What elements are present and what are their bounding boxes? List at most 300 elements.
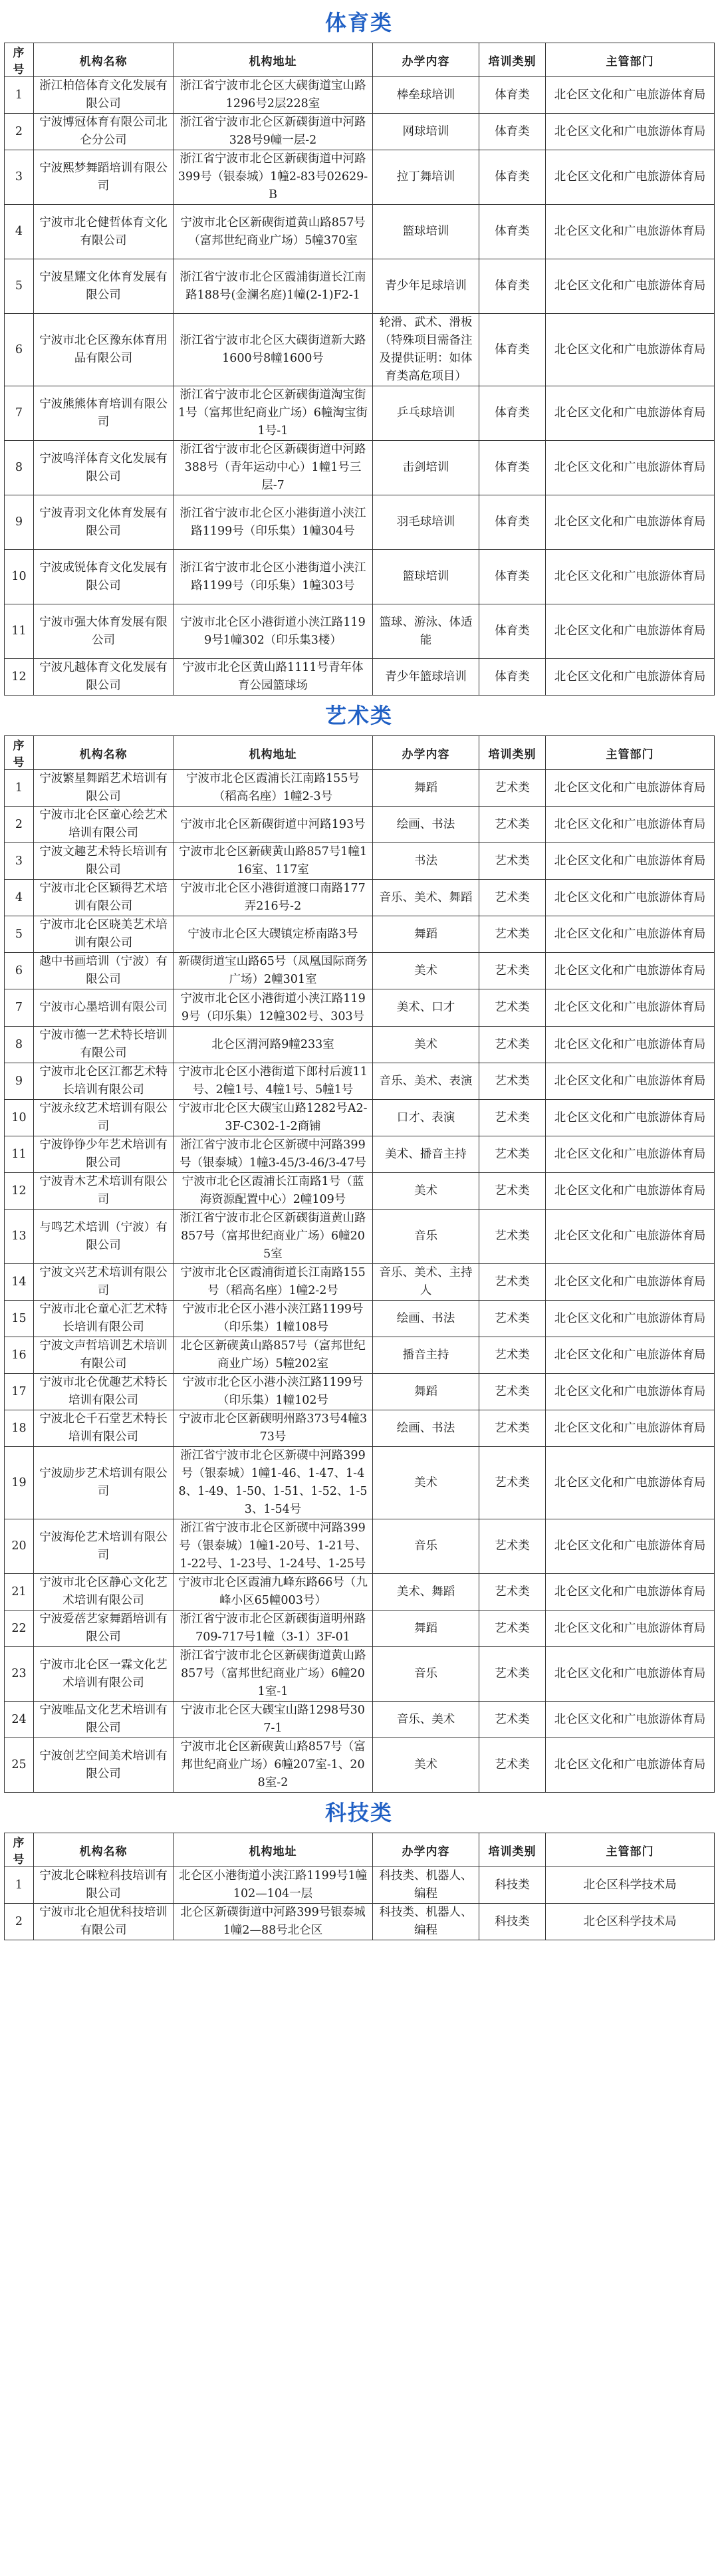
cell-address: 宁波市北仑区小港街道渡口南路177弄216号-2: [174, 880, 373, 916]
column-header-address: 机构地址: [174, 43, 373, 77]
cell-category: 艺术类: [479, 1447, 546, 1519]
cell-index: 10: [5, 1100, 34, 1136]
cell-category: 体育类: [479, 314, 546, 386]
table-row: [5, 1264, 715, 1301]
cell-org-name: 宁波市北仑区颖得艺术培训有限公司: [34, 880, 174, 916]
cell-index: 5: [5, 259, 34, 314]
cell-category: 体育类: [479, 604, 546, 659]
table-row: [5, 880, 715, 916]
cell-address: 浙江省宁波市北仑区新碶中河路399号（银泰城）1幢1-20号、1-21号、1-22号、1-23号、1-24号、1-25号: [174, 1519, 373, 1574]
cell-index: 8: [5, 1027, 34, 1063]
cell-org-name: 宁波文趣艺术特长培训有限公司: [34, 843, 174, 880]
cell-address: 宁波市北仑区大碶宝山路1282号A2-3F-C302-1-2商铺: [174, 1100, 373, 1136]
column-header-address: 机构地址: [174, 736, 373, 770]
cell-department: 北仑区文化和广电旅游体育局: [546, 880, 715, 916]
table-row: [5, 1301, 715, 1337]
table-row: [5, 843, 715, 880]
cell-address: 浙江省宁波市北仑区小港街道小浃江路1199号（印乐集）1幢303号: [174, 550, 373, 604]
cell-address: 浙江省宁波市北仑区大碶街道宝山路1296号2层228室: [174, 77, 373, 114]
table-row: [5, 1374, 715, 1410]
cell-department: 北仑区文化和广电旅游体育局: [546, 314, 715, 386]
cell-index: 2: [5, 807, 34, 843]
cell-index: 14: [5, 1264, 34, 1301]
cell-department: 北仑区文化和广电旅游体育局: [546, 604, 715, 659]
cell-address: 浙江省宁波市北仑区新碶街道黄山路857号（富邦世纪商业广场）6幢205室: [174, 1210, 373, 1264]
cell-category: 艺术类: [479, 1100, 546, 1136]
cell-address: 浙江省宁波市北仑区新碶街道中河路328号9幢一层-2: [174, 114, 373, 150]
cell-content: 音乐、美术、舞蹈: [373, 880, 479, 916]
table-row: [5, 114, 715, 150]
cell-address: 浙江省宁波市北仑区新碶街道黄山路857号（富邦世纪商业广场）6幢201室-1: [174, 1647, 373, 1702]
table-row: [5, 1410, 715, 1447]
cell-index: 4: [5, 205, 34, 259]
cell-department: 北仑区文化和广电旅游体育局: [546, 1264, 715, 1301]
cell-category: 艺术类: [479, 880, 546, 916]
cell-address: 浙江省宁波市北仑区新碶街道淘宝街1号（富邦世纪商业广场）6幢淘宝街1号-1: [174, 386, 373, 441]
table-row: [5, 953, 715, 989]
cell-address: 宁波市北仑区霞浦街道长江南路155号（稻高名座）1幢2-2号: [174, 1264, 373, 1301]
cell-index: 3: [5, 843, 34, 880]
cell-department: 北仑区文化和广电旅游体育局: [546, 1027, 715, 1063]
cell-org-name: 宁波熙梦舞蹈培训有限公司: [34, 150, 174, 205]
cell-content: 轮滑、武术、滑板（特殊项目需备注及提供证明：如体育类高危项目）: [373, 314, 479, 386]
cell-category: 艺术类: [479, 1063, 546, 1100]
cell-address: 宁波市北仑区新碶街道中河路193号: [174, 807, 373, 843]
cell-org-name: 宁波文声哲培训艺术培训有限公司: [34, 1337, 174, 1374]
cell-content: 美术: [373, 1738, 479, 1793]
cell-address: 浙江省宁波市北仑区大碶街道新大路1600号8幢1600号: [174, 314, 373, 386]
table-row: [5, 1702, 715, 1738]
cell-org-name: 宁波成锐体育文化发展有限公司: [34, 550, 174, 604]
table-row: [5, 386, 715, 441]
cell-department: 北仑区文化和广电旅游体育局: [546, 1519, 715, 1574]
cell-category: 艺术类: [479, 916, 546, 953]
cell-index: 19: [5, 1447, 34, 1519]
cell-address: 宁波市北仑区霞浦九峰东路66号（九峰小区65幢003号）: [174, 1574, 373, 1610]
cell-address: 宁波市北仑区大碶宝山路1298号307-1: [174, 1702, 373, 1738]
cell-department: 北仑区文化和广电旅游体育局: [546, 150, 715, 205]
cell-content: 音乐、美术、表演: [373, 1063, 479, 1100]
cell-index: 5: [5, 916, 34, 953]
table-header-row: [5, 1833, 715, 1867]
cell-department: 北仑区文化和广电旅游体育局: [546, 550, 715, 604]
cell-department: 北仑区文化和广电旅游体育局: [546, 1374, 715, 1410]
cell-address: 宁波市北仑区大碶镇定桥南路3号: [174, 916, 373, 953]
cell-address: 北仑区新碶街道中河路399号银泰城1幢2—88号北仑区: [174, 1904, 373, 1940]
cell-org-name: 宁波繁星舞蹈艺术培训有限公司: [34, 770, 174, 807]
table-row: [5, 1519, 715, 1574]
cell-content: 口才、表演: [373, 1100, 479, 1136]
cell-index: 2: [5, 1904, 34, 1940]
cell-department: 北仑区文化和广电旅游体育局: [546, 1301, 715, 1337]
table-row: [5, 441, 715, 495]
column-header-category: 培训类别: [479, 1833, 546, 1867]
cell-index: 1: [5, 770, 34, 807]
cell-category: 艺术类: [479, 1738, 546, 1793]
registry-table: [4, 43, 715, 696]
cell-department: 北仑区文化和广电旅游体育局: [546, 1702, 715, 1738]
registry-table: [4, 1833, 715, 1940]
cell-content: 击剑培训: [373, 441, 479, 495]
cell-category: 艺术类: [479, 953, 546, 989]
cell-org-name: 宁波爱蓓艺家舞蹈培训有限公司: [34, 1610, 174, 1647]
cell-content: 篮球培训: [373, 205, 479, 259]
cell-content: 音乐: [373, 1647, 479, 1702]
cell-org-name: 宁波市北仑优趣艺术特长培训有限公司: [34, 1374, 174, 1410]
cell-category: 艺术类: [479, 1027, 546, 1063]
cell-org-name: 宁波市德一艺术特长培训有限公司: [34, 1027, 174, 1063]
table-row: [5, 1447, 715, 1519]
cell-category: 艺术类: [479, 1301, 546, 1337]
cell-content: 美术: [373, 1447, 479, 1519]
column-header-index: 序号: [5, 1833, 34, 1867]
cell-category: 体育类: [479, 659, 546, 696]
cell-address: 宁波市北仑区小港小浃江路1199号（印乐集）1幢108号: [174, 1301, 373, 1337]
cell-address: 宁波市北仑区霞浦长江南路155号（稻高名座）1幢2-3号: [174, 770, 373, 807]
cell-category: 艺术类: [479, 1264, 546, 1301]
table-row: [5, 1867, 715, 1904]
table-row: [5, 770, 715, 807]
table-row: [5, 205, 715, 259]
table-row: [5, 1337, 715, 1374]
cell-content: 播音主持: [373, 1337, 479, 1374]
cell-department: 北仑区文化和广电旅游体育局: [546, 1574, 715, 1610]
column-header-org-name: 机构名称: [34, 43, 174, 77]
section-title: 艺术类: [324, 703, 393, 728]
cell-content: 篮球、游泳、体适能: [373, 604, 479, 659]
cell-category: 体育类: [479, 77, 546, 114]
cell-org-name: 宁波市北仑区童心绘艺术培训有限公司: [34, 807, 174, 843]
cell-org-name: 宁波市北仑健哲体育文化有限公司: [34, 205, 174, 259]
cell-index: 8: [5, 441, 34, 495]
table-row: [5, 550, 715, 604]
cell-org-name: 宁波青木艺术培训有限公司: [34, 1173, 174, 1210]
cell-address: 北仑区渭河路9幢233室: [174, 1027, 373, 1063]
column-header-department: 主管部门: [546, 1833, 715, 1867]
cell-org-name: 宁波青羽文化体育发展有限公司: [34, 495, 174, 550]
cell-org-name: 宁波励步艺术培训有限公司: [34, 1447, 174, 1519]
cell-content: 拉丁舞培训: [373, 150, 479, 205]
table-row: [5, 1173, 715, 1210]
cell-index: 15: [5, 1301, 34, 1337]
cell-category: 体育类: [479, 550, 546, 604]
cell-address: 北仑区小港街道小浃江路1199号1幢102—104一层: [174, 1867, 373, 1904]
cell-address: 浙江省宁波市北仑区新碶中河路399号（银泰城）1幢3-45/3-46/3-47号: [174, 1136, 373, 1173]
cell-content: 网球培训: [373, 114, 479, 150]
cell-content: 青少年足球培训: [373, 259, 479, 314]
cell-department: 北仑区文化和广电旅游体育局: [546, 843, 715, 880]
cell-content: 美术、口才: [373, 989, 479, 1027]
cell-department: 北仑区文化和广电旅游体育局: [546, 1738, 715, 1793]
cell-category: 艺术类: [479, 1337, 546, 1374]
table-row: [5, 1647, 715, 1702]
table-row: [5, 1738, 715, 1793]
cell-address: 浙江省宁波市北仑区新碶中河路399号（银泰城）1幢1-46、1-47、1-48、1-49、1-50、1-51、1-52、1-53、1-54号: [174, 1447, 373, 1519]
cell-org-name: 宁波星耀文化体育发展有限公司: [34, 259, 174, 314]
column-header-content: 办学内容: [373, 1833, 479, 1867]
cell-department: 北仑区文化和广电旅游体育局: [546, 807, 715, 843]
cell-org-name: 宁波永纹艺术培训有限公司: [34, 1100, 174, 1136]
cell-address: 宁波市北仑区小港街道小浃江路1199号（印乐集）12幢302号、303号: [174, 989, 373, 1027]
cell-category: 艺术类: [479, 843, 546, 880]
cell-index: 3: [5, 150, 34, 205]
cell-category: 艺术类: [479, 989, 546, 1027]
column-header-org-name: 机构名称: [34, 736, 174, 770]
cell-category: 艺术类: [479, 770, 546, 807]
cell-address: 宁波市北仑区小港街道小浃江路1199号1幢302（印乐集3楼）: [174, 604, 373, 659]
cell-org-name: 宁波唯品文化艺术培训有限公司: [34, 1702, 174, 1738]
cell-category: 艺术类: [479, 1136, 546, 1173]
cell-org-name: 宁波海伦艺术培训有限公司: [34, 1519, 174, 1574]
cell-content: 羽毛球培训: [373, 495, 479, 550]
cell-org-name: 越中书画培训（宁波）有限公司: [34, 953, 174, 989]
table-row: [5, 1904, 715, 1940]
cell-department: 北仑区文化和广电旅游体育局: [546, 1337, 715, 1374]
table-row: [5, 77, 715, 114]
cell-category: 科技类: [479, 1904, 546, 1940]
cell-address: 宁波市北仑区霞浦长江南路1号（蓝海资源配置中心）2幢109号: [174, 1173, 373, 1210]
cell-org-name: 与鸣艺术培训（宁波）有限公司: [34, 1210, 174, 1264]
column-header-index: 序号: [5, 43, 34, 77]
column-header-index: 序号: [5, 736, 34, 770]
table-row: [5, 807, 715, 843]
cell-index: 23: [5, 1647, 34, 1702]
cell-content: 美术、播音主持: [373, 1136, 479, 1173]
cell-content: 青少年篮球培训: [373, 659, 479, 696]
cell-category: 艺术类: [479, 1173, 546, 1210]
cell-address: 浙江省宁波市北仑区新碶街道明州路709-717号1幢（3-1）3F-01: [174, 1610, 373, 1647]
table-header-row: [5, 736, 715, 770]
column-header-content: 办学内容: [373, 43, 479, 77]
cell-department: 北仑区文化和广电旅游体育局: [546, 441, 715, 495]
cell-org-name: 宁波凡越体育文化发展有限公司: [34, 659, 174, 696]
cell-index: 11: [5, 604, 34, 659]
cell-content: 舞蹈: [373, 916, 479, 953]
cell-category: 艺术类: [479, 807, 546, 843]
cell-index: 2: [5, 114, 34, 150]
column-header-department: 主管部门: [546, 736, 715, 770]
cell-address: 宁波市北仑区新碶黄山路857号1幢116室、117室: [174, 843, 373, 880]
cell-category: 体育类: [479, 205, 546, 259]
cell-department: 北仑区文化和广电旅游体育局: [546, 1173, 715, 1210]
cell-index: 1: [5, 77, 34, 114]
column-header-category: 培训类别: [479, 736, 546, 770]
cell-address: 浙江省宁波市北仑区霞浦街道长江南路188号(金澜名庭)1幢(2-1)F2-1: [174, 259, 373, 314]
table-row: [5, 150, 715, 205]
cell-index: 7: [5, 386, 34, 441]
cell-address: 浙江省宁波市北仑区新碶街道中河路388号（青年运动中心）1幢1号三层-7: [174, 441, 373, 495]
cell-index: 11: [5, 1136, 34, 1173]
cell-address: 宁波市北仑区黄山路1111号青年体育公园篮球场: [174, 659, 373, 696]
column-header-content: 办学内容: [373, 736, 479, 770]
cell-address: 宁波市北仑区新碶明州路373号4幢373号: [174, 1410, 373, 1447]
table-row: [5, 1136, 715, 1173]
cell-department: 北仑区文化和广电旅游体育局: [546, 1136, 715, 1173]
cell-department: 北仑区文化和广电旅游体育局: [546, 77, 715, 114]
column-header-category: 培训类别: [479, 43, 546, 77]
cell-address: 宁波市北仑区小港小浃江路1199号（印乐集）1幢102号: [174, 1374, 373, 1410]
cell-category: 体育类: [479, 386, 546, 441]
table-row: [5, 259, 715, 314]
cell-content: 书法: [373, 843, 479, 880]
cell-department: 北仑区文化和广电旅游体育局: [546, 1100, 715, 1136]
cell-content: 棒垒球培训: [373, 77, 479, 114]
cell-org-name: 宁波市北仑区晓美艺术培训有限公司: [34, 916, 174, 953]
cell-org-name: 宁波市强大体育发展有限公司: [34, 604, 174, 659]
cell-content: 音乐、美术: [373, 1702, 479, 1738]
cell-category: 体育类: [479, 441, 546, 495]
cell-content: 绘画、书法: [373, 1410, 479, 1447]
cell-address: 宁波市北仑区小港街道下郎村后渡11号、2幢1号、4幢1号、5幢1号: [174, 1063, 373, 1100]
cell-content: 音乐、美术、主持人: [373, 1264, 479, 1301]
cell-org-name: 浙江柏倍体育文化发展有限公司: [34, 77, 174, 114]
column-header-org-name: 机构名称: [34, 1833, 174, 1867]
cell-department: 北仑区文化和广电旅游体育局: [546, 1647, 715, 1702]
cell-index: 16: [5, 1337, 34, 1374]
cell-content: 舞蹈: [373, 770, 479, 807]
cell-org-name: 宁波文兴艺术培训有限公司: [34, 1264, 174, 1301]
cell-department: 北仑区文化和广电旅游体育局: [546, 205, 715, 259]
cell-org-name: 宁波市北仑旭优科技培训有限公司: [34, 1904, 174, 1940]
cell-content: 绘画、书法: [373, 1301, 479, 1337]
cell-department: 北仑区文化和广电旅游体育局: [546, 953, 715, 989]
cell-content: 绘画、书法: [373, 807, 479, 843]
table-row: [5, 1027, 715, 1063]
cell-department: 北仑区科学技术局: [546, 1867, 715, 1904]
cell-index: 21: [5, 1574, 34, 1610]
cell-address: 宁波市北仑区新碶黄山路857号（富邦世纪商业广场）6幢207室-1、208室-2: [174, 1738, 373, 1793]
cell-content: 美术、舞蹈: [373, 1574, 479, 1610]
column-header-department: 主管部门: [546, 43, 715, 77]
cell-category: 体育类: [479, 150, 546, 205]
cell-index: 7: [5, 989, 34, 1027]
cell-org-name: 宁波博冠体育有限公司北仑分公司: [34, 114, 174, 150]
cell-index: 10: [5, 550, 34, 604]
cell-content: 篮球培训: [373, 550, 479, 604]
cell-department: 北仑区文化和广电旅游体育局: [546, 989, 715, 1027]
cell-content: 科技类、机器人、编程: [373, 1904, 479, 1940]
cell-content: 舞蹈: [373, 1374, 479, 1410]
cell-address: 北仑区新碶黄山路857号（富邦世纪商业广场）5幢202室: [174, 1337, 373, 1374]
section-title: 科技类: [324, 1800, 393, 1825]
cell-category: 艺术类: [479, 1647, 546, 1702]
cell-department: 北仑区文化和广电旅游体育局: [546, 259, 715, 314]
cell-index: 22: [5, 1610, 34, 1647]
table-row: [5, 1574, 715, 1610]
cell-index: 6: [5, 953, 34, 989]
cell-org-name: 宁波市北仑区一霖文化艺术培训有限公司: [34, 1647, 174, 1702]
table-row: [5, 916, 715, 953]
cell-content: 音乐: [373, 1210, 479, 1264]
cell-department: 北仑区文化和广电旅游体育局: [546, 916, 715, 953]
cell-category: 艺术类: [479, 1210, 546, 1264]
cell-index: 12: [5, 659, 34, 696]
cell-department: 北仑区文化和广电旅游体育局: [546, 1410, 715, 1447]
cell-index: 24: [5, 1702, 34, 1738]
cell-department: 北仑区文化和广电旅游体育局: [546, 114, 715, 150]
cell-org-name: 宁波北仑千石堂艺术特长培训有限公司: [34, 1410, 174, 1447]
cell-org-name: 宁波鸣洋体育文化发展有限公司: [34, 441, 174, 495]
table-row: [5, 1100, 715, 1136]
table-row: [5, 314, 715, 386]
cell-org-name: 宁波市北仑区豫东体育用品有限公司: [34, 314, 174, 386]
cell-org-name: 宁波铮铮少年艺术培训有限公司: [34, 1136, 174, 1173]
cell-address: 浙江省宁波市北仑区小港街道小浃江路1199号（印乐集）1幢304号: [174, 495, 373, 550]
cell-index: 9: [5, 1063, 34, 1100]
cell-org-name: 宁波创艺空间美术培训有限公司: [34, 1738, 174, 1793]
cell-department: 北仑区文化和广电旅游体育局: [546, 1210, 715, 1264]
cell-department: 北仑区文化和广电旅游体育局: [546, 1063, 715, 1100]
cell-category: 艺术类: [479, 1574, 546, 1610]
cell-address: 浙江省宁波市北仑区新碶街道中河路399号（银泰城）1幢2-83号02629-B: [174, 150, 373, 205]
registry-table: [4, 735, 715, 1793]
cell-org-name: 宁波熊熊体育培训有限公司: [34, 386, 174, 441]
cell-category: 体育类: [479, 495, 546, 550]
cell-category: 体育类: [479, 259, 546, 314]
cell-index: 20: [5, 1519, 34, 1574]
cell-index: 17: [5, 1374, 34, 1410]
table-row: [5, 1610, 715, 1647]
cell-category: 艺术类: [479, 1374, 546, 1410]
table-row: [5, 659, 715, 696]
section-title: 体育类: [324, 10, 393, 35]
cell-department: 北仑区文化和广电旅游体育局: [546, 770, 715, 807]
cell-content: 舞蹈: [373, 1610, 479, 1647]
table-header-row: [5, 43, 715, 77]
cell-org-name: 宁波市北仑区江都艺术特长培训有限公司: [34, 1063, 174, 1100]
cell-org-name: 宁波市心墨培训有限公司: [34, 989, 174, 1027]
cell-department: 北仑区文化和广电旅游体育局: [546, 1447, 715, 1519]
cell-content: 美术: [373, 1173, 479, 1210]
table-row: [5, 989, 715, 1027]
cell-category: 科技类: [479, 1867, 546, 1904]
cell-index: 1: [5, 1867, 34, 1904]
cell-department: 北仑区文化和广电旅游体育局: [546, 386, 715, 441]
cell-department: 北仑区科学技术局: [546, 1904, 715, 1940]
cell-content: 科技类、机器人、编程: [373, 1867, 479, 1904]
cell-category: 艺术类: [479, 1519, 546, 1574]
cell-department: 北仑区文化和广电旅游体育局: [546, 495, 715, 550]
cell-index: 13: [5, 1210, 34, 1264]
cell-org-name: 宁波市北仑童心汇艺术特长培训有限公司: [34, 1301, 174, 1337]
cell-index: 6: [5, 314, 34, 386]
table-row: [5, 604, 715, 659]
table-row: [5, 1063, 715, 1100]
cell-org-name: 宁波北仑咪粒科技培训有限公司: [34, 1867, 174, 1904]
cell-category: 体育类: [479, 114, 546, 150]
cell-index: 25: [5, 1738, 34, 1793]
cell-department: 北仑区文化和广电旅游体育局: [546, 1610, 715, 1647]
cell-content: 美术: [373, 953, 479, 989]
column-header-address: 机构地址: [174, 1833, 373, 1867]
cell-content: 美术: [373, 1027, 479, 1063]
cell-content: 乒乓球培训: [373, 386, 479, 441]
cell-index: 4: [5, 880, 34, 916]
cell-category: 艺术类: [479, 1702, 546, 1738]
cell-org-name: 宁波市北仑区静心文化艺术培训有限公司: [34, 1574, 174, 1610]
cell-index: 9: [5, 495, 34, 550]
cell-department: 北仑区文化和广电旅游体育局: [546, 659, 715, 696]
table-row: [5, 495, 715, 550]
cell-index: 12: [5, 1173, 34, 1210]
table-row: [5, 1210, 715, 1264]
cell-content: 音乐: [373, 1519, 479, 1574]
cell-address: 新碶街道宝山路65号（凤凰国际商务广场）2幢301室: [174, 953, 373, 989]
cell-address: 宁波市北仑区新碶街道黄山路857号（富邦世纪商业广场）5幢370室: [174, 205, 373, 259]
cell-index: 18: [5, 1410, 34, 1447]
cell-category: 艺术类: [479, 1410, 546, 1447]
cell-category: 艺术类: [479, 1610, 546, 1647]
